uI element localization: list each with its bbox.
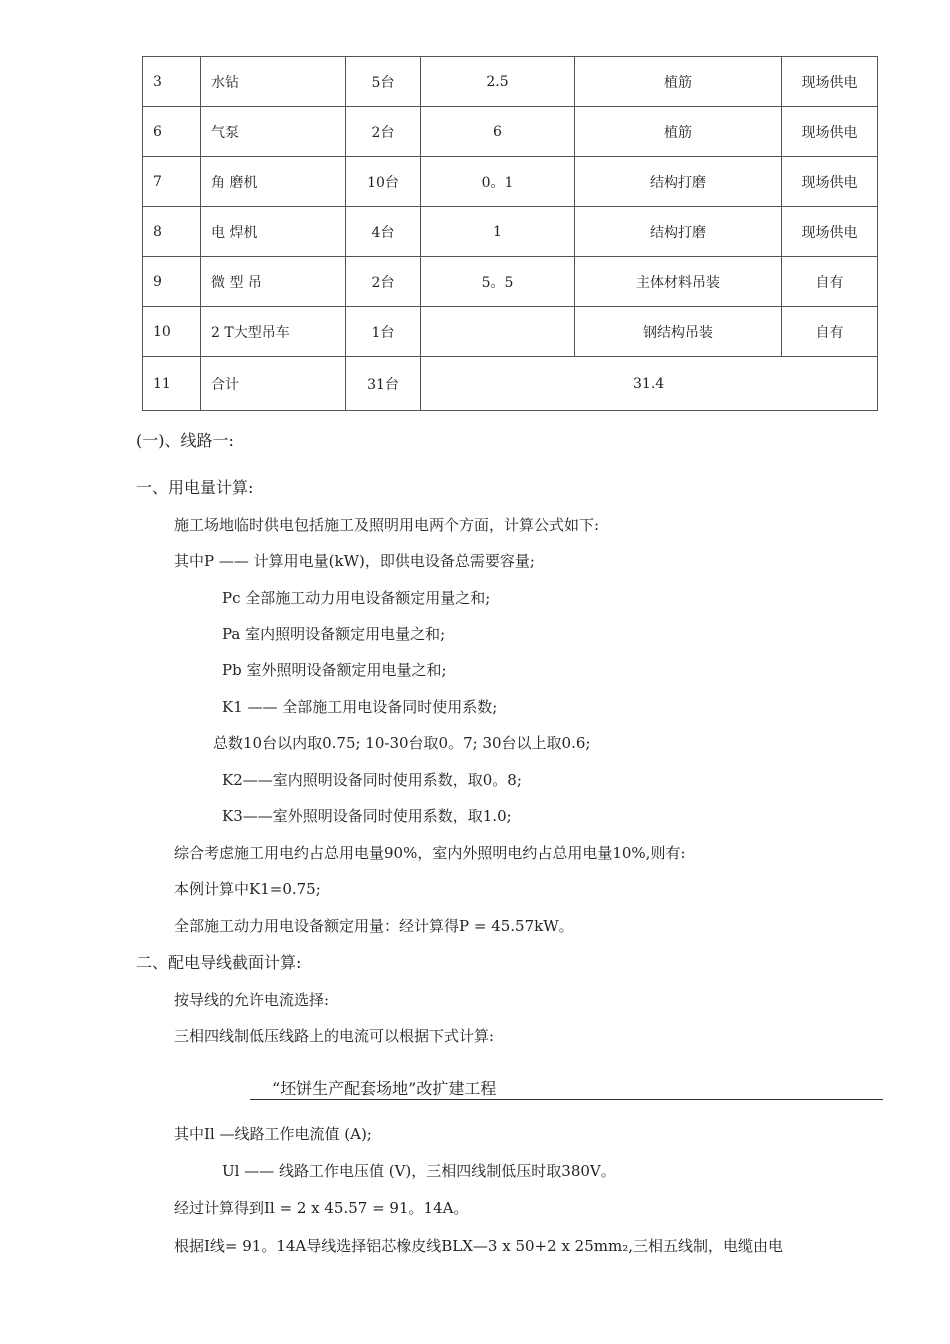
- table-row: [143, 107, 878, 157]
- table-row: [143, 157, 878, 207]
- cell-no: 10: [143, 307, 201, 357]
- equipment-table: [142, 56, 878, 411]
- cell-use: 钢结构吊装: [575, 307, 782, 357]
- body-line: 按导线的允许电流选择:: [174, 991, 330, 1009]
- footer-divider: [250, 1099, 883, 1100]
- body-line: Pa 室内照明设备额定用电量之和;: [222, 625, 446, 643]
- cell-power: 5。5: [421, 257, 575, 307]
- cell-qty: 2台: [346, 107, 421, 157]
- cell-no: 9: [143, 257, 201, 307]
- cell-supply: 现场供电: [782, 57, 878, 107]
- body-line: K1 —— 全部施工用电设备同时使用系数;: [222, 698, 498, 716]
- body-line: 全部施工动力用电设备额定用量：经计算得P = 45.57kW。: [174, 917, 574, 935]
- cell-name: 合计: [201, 357, 346, 411]
- cell-use: 结构打磨: [575, 207, 782, 257]
- body-line: 施工场地临时供电包括施工及照明用电两个方面，计算公式如下:: [174, 516, 600, 534]
- cell-qty: 1台: [346, 307, 421, 357]
- cell-qty: 10台: [346, 157, 421, 207]
- cell-power: [421, 307, 575, 357]
- cell-power: 2.5: [421, 57, 575, 107]
- cell-supply: 现场供电: [782, 157, 878, 207]
- cell-supply: 现场供电: [782, 107, 878, 157]
- cell-supply: 自有: [782, 307, 878, 357]
- body-line: 总数10台以内取0.75; 10-30台取0。7; 30台以上取0.6;: [213, 734, 591, 752]
- cell-qty: 2台: [346, 257, 421, 307]
- cell-no: 6: [143, 107, 201, 157]
- body-line: K2——室内照明设备同时使用系数，取0。8;: [222, 771, 522, 789]
- cell-use: 植筋: [575, 57, 782, 107]
- body-line: 综合考虑施工用电约占总用电量90%，室内外照明电约占总用电量10%,则有:: [174, 844, 686, 862]
- cell-no: 3: [143, 57, 201, 107]
- table-row: [143, 207, 878, 257]
- cell-name: 水钻: [201, 57, 346, 107]
- body-line: 三相四线制低压线路上的电流可以根据下式计算:: [174, 1027, 495, 1045]
- cell-use: 结构打磨: [575, 157, 782, 207]
- table-row: [143, 257, 878, 307]
- body-line: Ul —— 线路工作电压值 (V)，三相四线制低压时取380V。: [222, 1162, 616, 1180]
- cell-name: 角 磨机: [201, 157, 346, 207]
- body-line: 本例计算中K1=0.75;: [174, 880, 321, 898]
- cell-qty: 4台: [346, 207, 421, 257]
- section-title: (一)、线路一:: [136, 431, 234, 450]
- cell-no: 8: [143, 207, 201, 257]
- cell-qty: 5台: [346, 57, 421, 107]
- cell-name: 微 型 吊: [201, 257, 346, 307]
- cell-no: 11: [143, 357, 201, 411]
- heading-power-calc: 一、用电量计算:: [136, 478, 254, 497]
- cell-power: 0。1: [421, 157, 575, 207]
- cell-name: 电 焊机: [201, 207, 346, 257]
- table-row: [143, 307, 878, 357]
- cell-power: 6: [421, 107, 575, 157]
- table-total-row: [143, 357, 878, 411]
- heading-conductor-calc: 二、配电导线截面计算:: [136, 953, 302, 972]
- body-line: 其中P —— 计算用电量(kW)，即供电设备总需要容量;: [174, 552, 535, 570]
- page-footer-title: “坯饼生产配套场地”改扩建工程: [272, 1079, 497, 1098]
- cell-power: 1: [421, 207, 575, 257]
- body-line: 根据I线= 91。14A导线选择铝芯橡皮线BLX—3 x 50+2 x 25mm₂,三相五线制，电缆由电: [174, 1237, 783, 1255]
- body-line: 其中Il —线路工作电流值 (A);: [174, 1125, 372, 1143]
- body-line: Pc 全部施工动力用电设备额定用量之和;: [222, 589, 491, 607]
- cell-qty: 31台: [346, 357, 421, 411]
- cell-total-power: 31.4: [421, 357, 878, 411]
- body-line: 经过计算得到Il = 2 x 45.57 = 91。14A。: [174, 1199, 469, 1217]
- body-line: K3——室外照明设备同时使用系数，取1.0;: [222, 807, 512, 825]
- cell-no: 7: [143, 157, 201, 207]
- cell-use: 主体材料吊装: [575, 257, 782, 307]
- cell-name: 气泵: [201, 107, 346, 157]
- cell-name: 2 T大型吊车: [201, 307, 346, 357]
- table-row: [143, 57, 878, 107]
- cell-supply: 自有: [782, 257, 878, 307]
- cell-use: 植筋: [575, 107, 782, 157]
- cell-supply: 现场供电: [782, 207, 878, 257]
- body-line: Pb 室外照明设备额定用电量之和;: [222, 661, 447, 679]
